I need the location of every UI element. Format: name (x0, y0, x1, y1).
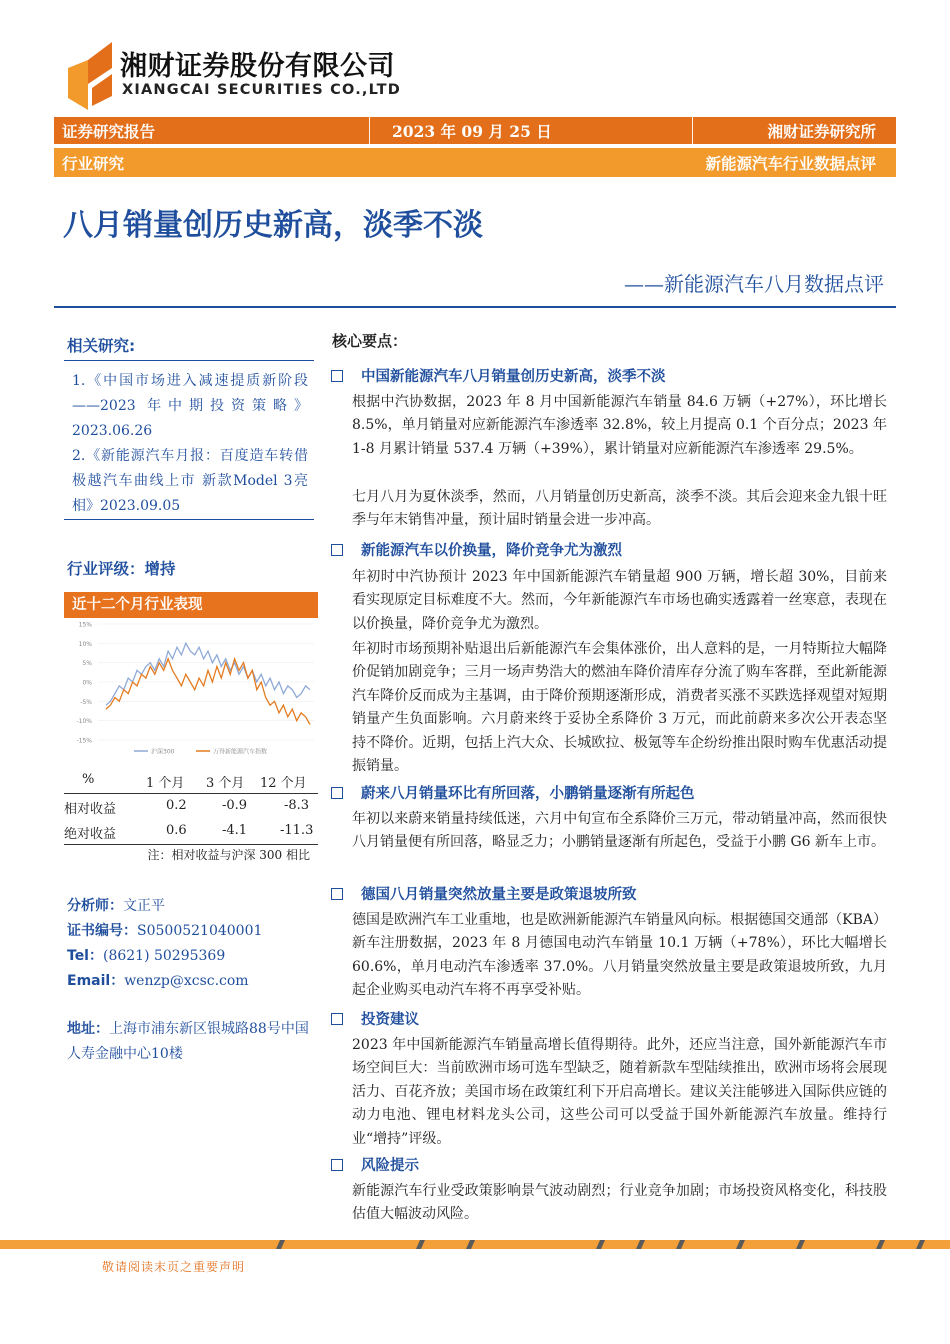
table-cell: 相对收益 (64, 802, 117, 817)
table-cell: -11.3 (280, 823, 314, 838)
performance-chart-title: 近十二个月行业表现 (64, 592, 318, 618)
tel-number: (8621) 50295369 (102, 948, 226, 964)
section-paragraph: 根据中汽协数据，2023 年 8 月中国新能源汽车销量 84.6 万辆（+27%），环比增长 8.5%，单月销量对应新能源汽车渗透率 32.8%，较上月提高 0.1 个百分点；2023 年 1-8 月累计销量 537.4 万辆（+39%），累计销量对应新能源汽车渗透率 29.5%。 (352, 394, 887, 457)
return-table (64, 768, 318, 845)
table-row (64, 819, 318, 844)
checkbox-bullet-icon (331, 787, 343, 799)
institute-name: 湘财证券研究所 (767, 121, 876, 141)
footer-disclaimer: 敬请阅读末页之重要声明 (102, 1260, 246, 1274)
table-row (64, 794, 318, 819)
cert-label: 证书编号： (67, 923, 137, 939)
xiangcai-logo-icon (66, 40, 114, 112)
section-paragraph: 年初时中汽协预计 2023 年中国新能源汽车销量超 900 万辆，增长超 30%，目前来看实现原定目标难度不大。然而，今年新能源汽车市场也确实透露着一丝寒意，表现在以价换量，降价竞争尤为激烈。 (352, 569, 887, 632)
cert-number: S0500521040001 (137, 923, 263, 939)
company-name-cn: 湘财证券股份有限公司 (120, 51, 395, 82)
section-paragraph: 德国是欧洲汽车工业重地，也是欧洲新能源汽车销量风向标。根据德国交通部（KBA）新车注册数据，2023 年 8 月德国电动汽车销量 10.1 万辆（+78%），环比大幅增长 60.6%，单月电动汽车渗透率 37.0%。八月销量突然放量主要是政策退坡所致，九月起企业购买电动汽车将不再享受补贴。 (352, 912, 887, 999)
table-header: 3 个月 (206, 776, 245, 791)
checkbox-bullet-icon (331, 1159, 343, 1171)
analyst-contact (67, 894, 262, 994)
y-tick-label: -5% (80, 698, 92, 706)
section-paragraph: 七月八月为夏休淡季，然而，八月销量创历史新高，淡季不淡。其后会迎来金九银十旺季与年末销售冲量，预计届时销量会进一步冲高。 (352, 489, 887, 529)
section-paragraph: 年初时市场预期补贴退出后新能源汽车会集体涨价，出人意料的是，一月特斯拉大幅降价促销加剧竞争；三月一场声势浩大的燃油车降价清库存分流了购车客群，至此新能源汽车降价反而成为主基调，由于降价预期逐渐形成，消费者买涨不买跌选择观望对短期销量产生负面影响。六月蔚来终于妥协全系降价 3 万元，而此前蔚来多次公开表态坚持不降价。近期，包括上汽大众、长城欧拉、极氪等车企纷纷推出限时购车优惠活动提振销量。 (352, 641, 887, 775)
tel-label: Tel： (67, 948, 103, 964)
band-divider (692, 117, 693, 144)
address-label: 地址： (67, 1021, 109, 1037)
table-divider (64, 844, 318, 845)
checkbox-bullet-icon (331, 1013, 343, 1025)
title-divider (54, 306, 896, 308)
address-text: 上海市浦东新区银城路88号中国人寿金融中心10楼 (67, 1021, 309, 1062)
related-item[interactable]: 1.《中国市场进入减速提质新阶段——2023 年中期投资策略》2023.06.26 (72, 373, 308, 439)
table-cell: 0.6 (166, 823, 187, 838)
analyst-name: 文正平 (123, 898, 165, 914)
legend-label: 沪深300 (151, 748, 175, 756)
company-name-en: XIANGCAI SECURITIES CO.,LTD (122, 82, 401, 98)
table-cell: -0.9 (222, 798, 248, 813)
analyst-label: 分析师： (67, 898, 123, 914)
series-line-万得新能源汽车指数 (106, 659, 310, 725)
page-subtitle: ——新能源汽车八月数据点评 (624, 272, 884, 296)
related-research-list (72, 369, 308, 519)
email-label: Email： (67, 973, 125, 989)
table-cell: 0.2 (166, 798, 187, 813)
checkbox-bullet-icon (331, 544, 343, 556)
report-series: 新能源汽车行业数据点评 (705, 153, 876, 173)
table-header: 12 个月 (260, 776, 307, 791)
series-line-沪深300 (106, 643, 310, 705)
page-title: 八月销量创历史新高，淡季不淡 (63, 208, 483, 243)
y-tick-label: -15% (76, 737, 92, 745)
table-header: % (82, 772, 95, 787)
performance-chart (64, 618, 318, 764)
industry-rating: 行业评级：增持 (67, 560, 176, 578)
section-paragraph: 新能源汽车行业受政策影响景气波动剧烈；行业竞争加剧；市场投资风格变化，科技股估值大幅波动风险。 (352, 1183, 887, 1223)
header-band-secondary (54, 148, 896, 177)
table-header: 1 个月 (146, 776, 185, 791)
report-type: 证券研究报告 (62, 121, 156, 141)
checkbox-bullet-icon (331, 888, 343, 900)
email-link[interactable]: wenzp@xcsc.com (124, 973, 249, 989)
sidebar-divider (64, 519, 314, 520)
y-tick-label: -10% (76, 718, 92, 726)
report-date: 2023 年 09 月 25 日 (392, 121, 552, 141)
table-cell: -8.3 (284, 798, 310, 813)
section-paragraph: 年初以来蔚来销量持续低迷，六月中旬宣布全系降价三万元，带动销量冲高，然而很快八月销量便有所回落，略显乏力；小鹏销量逐渐有所起色，受益于小鹏 G6 新车上市。 (352, 811, 887, 851)
sidebar-divider (64, 360, 314, 361)
section-heading: 中国新能源汽车八月销量创历史新高，淡季不淡 (331, 365, 666, 386)
footer-stripe (0, 1240, 950, 1249)
table-note: 注：相对收益与沪深 300 相比 (147, 848, 310, 862)
section-heading: 新能源汽车以价换量，降价竞争尤为激烈 (331, 539, 622, 560)
band-divider (369, 117, 370, 144)
y-tick-label: 10% (78, 640, 92, 648)
section-heading: 蔚来八月销量环比有所回落，小鹏销量逐渐有所起色 (331, 782, 695, 803)
section-heading: 投资建议 (331, 1008, 419, 1029)
related-item[interactable]: 2.《新能源汽车月报：百度造车转借极越汽车曲线上市 新款Model 3亮相》2023.09.05 (72, 448, 308, 514)
y-tick-label: 0% (82, 679, 92, 687)
related-research-heading: 相关研究: (67, 337, 136, 355)
y-tick-label: 5% (82, 660, 92, 668)
table-cell: 绝对收益 (64, 827, 117, 842)
checkbox-bullet-icon (331, 370, 343, 382)
legend-label: 万得新能源汽车指数 (213, 748, 268, 756)
section-paragraph: 2023 年中国新能源汽车销量高增长值得期待。此外，还应当注意，国外新能源汽车市场空间巨大：当前欧洲市场可选车型缺乏，随着新款车型陆续推出，欧洲市场将会展现活力、百花齐放；美国市场在政策红利下开启高增长。建议关注能够进入国际供应链的动力电池、锂电材料龙头公司，这些公司可以受益于国外新能源汽车放量。维持行业“增持”评级。 (352, 1037, 887, 1147)
report-category: 行业研究 (62, 153, 125, 173)
table-header-row (64, 768, 318, 793)
address (67, 1017, 317, 1067)
table-cell: -4.1 (222, 823, 248, 838)
section-heading: 风险提示 (331, 1154, 419, 1175)
core-points-heading: 核心要点： (332, 332, 408, 350)
y-tick-label: 15% (78, 621, 92, 629)
section-heading: 德国八月销量突然放量主要是政策退坡所致 (331, 883, 637, 904)
header-band-primary (54, 117, 896, 144)
